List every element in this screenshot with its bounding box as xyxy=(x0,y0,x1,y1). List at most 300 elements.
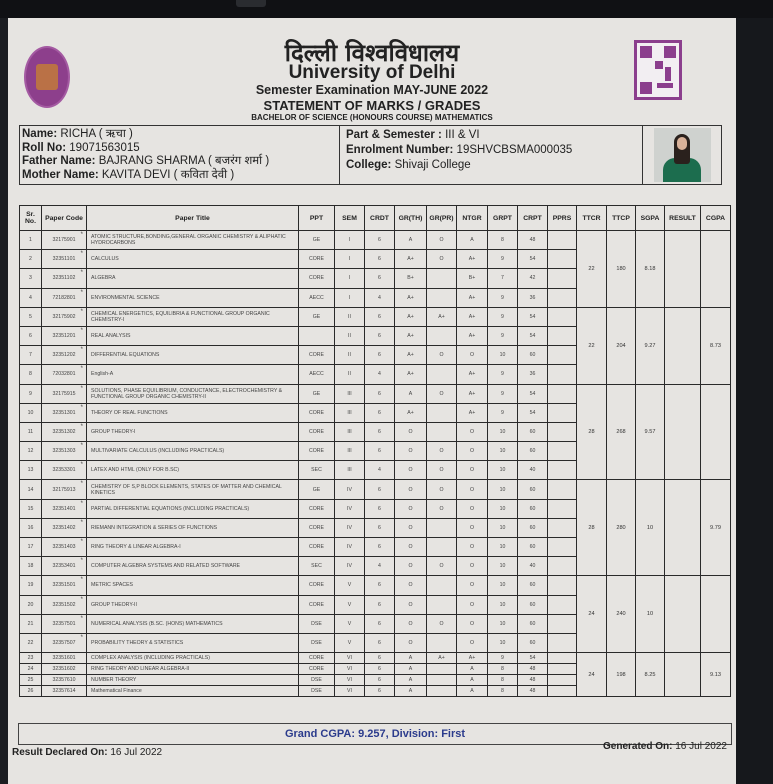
cell-title: GROUP THEORY-II xyxy=(87,595,299,614)
cell-crpt: 48 xyxy=(518,231,548,250)
cell-title: LATEX AND HTML (ONLY FOR B.SC) xyxy=(87,461,299,480)
cell-grpr: A+ xyxy=(427,307,457,326)
cell-title: ATOMIC STRUCTURE,BONDING,GENERAL ORGANIC CHEMISTRY & ALIPHATIC HYDROCARBONS xyxy=(87,231,299,250)
cell-grpr xyxy=(427,365,457,384)
cell-grpt: 10 xyxy=(488,614,518,633)
cell-grth: A+ xyxy=(395,288,427,307)
cell-crdt: 6 xyxy=(365,633,395,652)
cell-sem: I xyxy=(335,250,365,269)
cell-code xyxy=(42,538,87,557)
statement-title: STATEMENT OF MARKS / GRADES xyxy=(263,98,481,113)
cell-ppt: CORE xyxy=(299,250,335,269)
cell-crdt: 6 xyxy=(365,307,395,326)
cell-grth: O xyxy=(395,557,427,576)
cell-sr: 3 xyxy=(20,269,42,288)
cell-grpt: 9 xyxy=(488,653,518,664)
cell-ntgr: A+ xyxy=(457,288,488,307)
cell-code xyxy=(42,442,87,461)
marksheet-document xyxy=(8,18,736,784)
cell-grpr xyxy=(427,269,457,288)
cell-sr: 2 xyxy=(20,250,42,269)
cell-crdt: 6 xyxy=(365,576,395,595)
cell-code xyxy=(42,633,87,652)
cell-title: PARTIAL DIFFERENTIAL EQUATIONS (INCLUDING PRACTICALS) xyxy=(87,499,299,518)
cell-pprs xyxy=(548,499,577,518)
summary-cgpa: 8.73 xyxy=(701,307,731,384)
cell-code xyxy=(42,326,87,345)
cell-crdt: 6 xyxy=(365,326,395,345)
cell-crpt: 40 xyxy=(518,461,548,480)
cell-code xyxy=(42,576,87,595)
star-mark: * xyxy=(80,615,83,622)
paper-code: 32351601 xyxy=(52,655,76,662)
paper-code: 32351602 xyxy=(52,666,76,673)
camera-notch xyxy=(236,0,266,7)
cell-grth: A xyxy=(395,686,427,697)
cell-sem: IV xyxy=(335,538,365,557)
cell-grth: O xyxy=(395,442,427,461)
summary-sgpa: 8.25 xyxy=(636,653,665,697)
cell-code xyxy=(42,686,87,697)
column-header: CGPA xyxy=(701,206,731,231)
cell-ntgr: O xyxy=(457,633,488,652)
cell-code xyxy=(42,403,87,422)
cell-crdt: 6 xyxy=(365,442,395,461)
cell-grth: O xyxy=(395,518,427,537)
column-header: TTCP xyxy=(607,206,636,231)
cell-pprs xyxy=(548,307,577,326)
cell-pprs xyxy=(548,288,577,307)
result-declared-date: Result Declared On: 16 Jul 2022 xyxy=(12,747,163,758)
star-mark: * xyxy=(80,385,83,392)
table-header-row xyxy=(20,206,731,231)
cell-crpt: 60 xyxy=(518,576,548,595)
column-header: SEM xyxy=(335,206,365,231)
cell-grpr: O xyxy=(427,384,457,403)
star-mark: * xyxy=(80,347,83,354)
cell-crpt: 60 xyxy=(518,595,548,614)
paper-code: 72182801 xyxy=(52,294,76,301)
cell-sem: VI xyxy=(335,664,365,675)
column-header: GR(TH) xyxy=(395,206,427,231)
cell-grth: A+ xyxy=(395,403,427,422)
summary-sgpa: 9.57 xyxy=(636,384,665,480)
cell-pprs xyxy=(548,653,577,664)
cell-ppt: CORE xyxy=(299,653,335,664)
table-row xyxy=(20,480,731,499)
cell-title: RING THEORY & LINEAR ALGEBRA-I xyxy=(87,538,299,557)
cell-grpr xyxy=(427,675,457,686)
cell-grth: A xyxy=(395,384,427,403)
cell-title: RING THEORY AND LINEAR ALGEBRA-II xyxy=(87,664,299,675)
table-row xyxy=(20,231,731,250)
cell-title: COMPUTER ALGEBRA SYSTEMS AND RELATED SOFTWARE xyxy=(87,557,299,576)
cell-sr: 10 xyxy=(20,403,42,422)
cell-code xyxy=(42,595,87,614)
cell-title: English-A xyxy=(87,365,299,384)
cell-ntgr: A xyxy=(457,675,488,686)
cell-code xyxy=(42,614,87,633)
cell-grpr: A+ xyxy=(427,653,457,664)
generated-date: Generated On: 16 Jul 2022 xyxy=(603,741,727,752)
paper-code: 32175902 xyxy=(52,313,76,320)
cell-title: SOLUTIONS, PHASE EQUILIBRIUM, CONDUCTANCE, ELECTROCHEMISTRY & FUNCTIONAL GROUP ORGANIC CHEMISTRY-II xyxy=(87,384,299,403)
cell-ppt: CORE xyxy=(299,538,335,557)
summary-ttcp: 204 xyxy=(607,307,636,384)
cell-ntgr: O xyxy=(457,557,488,576)
cell-sem: III xyxy=(335,442,365,461)
cell-sr: 24 xyxy=(20,664,42,675)
star-mark: * xyxy=(80,366,83,373)
cell-ppt: CORE xyxy=(299,664,335,675)
cell-grpr xyxy=(427,686,457,697)
star-mark: * xyxy=(80,596,83,603)
star-mark: * xyxy=(80,327,83,334)
cell-grpr xyxy=(427,403,457,422)
summary-ttcr: 28 xyxy=(577,384,607,480)
cell-code xyxy=(42,384,87,403)
student-name: Name: RICHA ( ऋचा ) xyxy=(22,128,133,140)
summary-ttcr: 22 xyxy=(577,231,607,308)
cell-sem: I xyxy=(335,269,365,288)
cell-title: COMPLEX ANALYSIS (INCLUDING PRACTICALS) xyxy=(87,653,299,664)
cell-sem: IV xyxy=(335,557,365,576)
cell-pprs xyxy=(548,442,577,461)
cell-crpt: 48 xyxy=(518,664,548,675)
cell-sr: 13 xyxy=(20,461,42,480)
paper-code: 32351403 xyxy=(52,544,76,551)
summary-cgpa xyxy=(701,384,731,480)
cell-grpt: 9 xyxy=(488,365,518,384)
cell-crpt: 60 xyxy=(518,499,548,518)
cell-sr: 5 xyxy=(20,307,42,326)
cell-grth: A+ xyxy=(395,326,427,345)
cell-ntgr: A+ xyxy=(457,365,488,384)
cell-sem: V xyxy=(335,576,365,595)
cell-pprs xyxy=(548,686,577,697)
cell-sem: III xyxy=(335,461,365,480)
cell-pprs xyxy=(548,461,577,480)
cell-grpr xyxy=(427,595,457,614)
cell-sr: 19 xyxy=(20,576,42,595)
cell-grth: O xyxy=(395,499,427,518)
star-mark: * xyxy=(80,481,83,488)
paper-code: 32351501 xyxy=(52,582,76,589)
cell-sr: 15 xyxy=(20,499,42,518)
cell-ntgr: B+ xyxy=(457,269,488,288)
cell-sem: V xyxy=(335,614,365,633)
cell-sem: VI xyxy=(335,675,365,686)
cell-grpt: 10 xyxy=(488,422,518,441)
cell-code xyxy=(42,307,87,326)
cell-title: PROBABILITY THEORY & STATISTICS xyxy=(87,633,299,652)
grand-cgpa: Grand CGPA: 9.257, Division: First xyxy=(18,723,732,745)
cell-pprs xyxy=(548,269,577,288)
cell-grpt: 9 xyxy=(488,307,518,326)
cell-crpt: 54 xyxy=(518,403,548,422)
cell-crpt: 60 xyxy=(518,538,548,557)
cell-ppt: AECC xyxy=(299,288,335,307)
column-header: Paper Code xyxy=(42,206,87,231)
cell-sr: 23 xyxy=(20,653,42,664)
cell-sr: 22 xyxy=(20,633,42,652)
cell-pprs xyxy=(548,480,577,499)
summary-ttcr: 24 xyxy=(577,576,607,653)
cell-sr: 8 xyxy=(20,365,42,384)
cell-pprs xyxy=(548,614,577,633)
cell-sem: VI xyxy=(335,686,365,697)
cell-crdt: 6 xyxy=(365,250,395,269)
cell-ppt xyxy=(299,326,335,345)
cell-ppt: CORE xyxy=(299,403,335,422)
cell-grpt: 9 xyxy=(488,250,518,269)
cell-crdt: 6 xyxy=(365,499,395,518)
cell-sem: II xyxy=(335,365,365,384)
cell-grpt: 9 xyxy=(488,403,518,422)
cell-sem: I xyxy=(335,231,365,250)
cell-ppt: CORE xyxy=(299,595,335,614)
column-header: Paper Title xyxy=(87,206,299,231)
star-mark: * xyxy=(80,558,83,565)
summary-result xyxy=(665,384,701,480)
cell-grpr: O xyxy=(427,346,457,365)
cell-code xyxy=(42,653,87,664)
cell-grpt: 10 xyxy=(488,633,518,652)
screen-top-bar xyxy=(0,0,773,18)
star-mark: * xyxy=(80,577,83,584)
cell-ppt: CORE xyxy=(299,518,335,537)
cell-pprs xyxy=(548,250,577,269)
cell-sr: 7 xyxy=(20,346,42,365)
cell-ntgr: A xyxy=(457,664,488,675)
paper-code: 32351202 xyxy=(52,352,76,359)
column-header: PPT xyxy=(299,206,335,231)
student-info-box xyxy=(19,125,722,185)
cell-ppt: CORE xyxy=(299,576,335,595)
cell-ppt: CORE xyxy=(299,499,335,518)
cell-crpt: 54 xyxy=(518,250,548,269)
cell-pprs xyxy=(548,326,577,345)
cell-grpt: 10 xyxy=(488,442,518,461)
summary-result xyxy=(665,653,701,697)
summary-cgpa xyxy=(701,576,731,653)
cell-ntgr: A+ xyxy=(457,384,488,403)
cell-grth: O xyxy=(395,422,427,441)
summary-ttcr: 24 xyxy=(577,653,607,697)
cell-grpr: O xyxy=(427,461,457,480)
paper-code: 32175901 xyxy=(52,237,76,244)
cell-ppt: DSE xyxy=(299,675,335,686)
cell-sr: 14 xyxy=(20,480,42,499)
paper-code: 32351303 xyxy=(52,448,76,455)
cell-sr: 18 xyxy=(20,557,42,576)
cell-grpr: O xyxy=(427,231,457,250)
paper-code: 32351401 xyxy=(52,505,76,512)
cell-sem: VI xyxy=(335,653,365,664)
mother-name: Mother Name: KAVITA DEVI ( कविता देवी ) xyxy=(22,168,235,181)
star-mark: * xyxy=(80,519,83,526)
cell-code xyxy=(42,269,87,288)
cell-title: REAL ANALYSIS xyxy=(87,326,299,345)
cell-crpt: 60 xyxy=(518,442,548,461)
cell-crpt: 48 xyxy=(518,675,548,686)
paper-code: 32357610 xyxy=(52,677,76,684)
cell-pprs xyxy=(548,576,577,595)
cell-ppt: DSE xyxy=(299,686,335,697)
cell-crdt: 6 xyxy=(365,269,395,288)
column-header: CRDT xyxy=(365,206,395,231)
cell-grpr xyxy=(427,518,457,537)
cell-grth: O xyxy=(395,576,427,595)
table-row xyxy=(20,384,731,403)
cell-ntgr: A+ xyxy=(457,403,488,422)
cell-crdt: 6 xyxy=(365,480,395,499)
cell-grpt: 10 xyxy=(488,538,518,557)
cell-ppt: DSE xyxy=(299,633,335,652)
cell-title: MULTIVARIATE CALCULUS (INCLUDING PRACTICALS) xyxy=(87,442,299,461)
paper-code: 32351302 xyxy=(52,428,76,435)
summary-cgpa: 9.79 xyxy=(701,480,731,576)
star-mark: * xyxy=(80,404,83,411)
cell-grpt: 9 xyxy=(488,326,518,345)
cell-crdt: 6 xyxy=(365,384,395,403)
column-header: PPRS xyxy=(548,206,577,231)
cell-grth: A xyxy=(395,653,427,664)
cell-ntgr: O xyxy=(457,461,488,480)
paper-code: 32175915 xyxy=(52,390,76,397)
star-mark: * xyxy=(80,462,83,469)
hindi-title: दिल्ली विश्वविधालय xyxy=(284,39,460,67)
cell-title: RIEMANN INTEGRATION & SERIES OF FUNCTIONS xyxy=(87,518,299,537)
cell-code xyxy=(42,557,87,576)
paper-code: 32353401 xyxy=(52,563,76,570)
cell-grth: A+ xyxy=(395,307,427,326)
cell-ppt: CORE xyxy=(299,442,335,461)
cell-pprs xyxy=(548,346,577,365)
cell-code xyxy=(42,461,87,480)
cell-title: NUMBER THEORY xyxy=(87,675,299,686)
column-header: RESULT xyxy=(665,206,701,231)
cell-crpt: 60 xyxy=(518,346,548,365)
cell-pprs xyxy=(548,557,577,576)
degree-name: BACHELOR OF SCIENCE (HONOURS COURSE) MATHEMATICS xyxy=(251,113,493,122)
cell-grth: O xyxy=(395,633,427,652)
cell-grpr xyxy=(427,422,457,441)
cell-crpt: 54 xyxy=(518,307,548,326)
paper-code: 32351201 xyxy=(52,333,76,340)
summary-cgpa: 9.13 xyxy=(701,653,731,697)
summary-ttcp: 180 xyxy=(607,231,636,308)
cell-title: GROUP THEORY-I xyxy=(87,422,299,441)
column-header: Sr. No. xyxy=(20,206,42,231)
summary-sgpa: 10 xyxy=(636,576,665,653)
cell-title: CALCULUS xyxy=(87,250,299,269)
cell-sem: III xyxy=(335,384,365,403)
paper-code: 32175913 xyxy=(52,486,76,493)
cell-sr: 16 xyxy=(20,518,42,537)
paper-code: 32351502 xyxy=(52,601,76,608)
cell-grpr xyxy=(427,538,457,557)
star-mark: * xyxy=(80,308,83,315)
cell-crdt: 6 xyxy=(365,664,395,675)
cell-crdt: 6 xyxy=(365,346,395,365)
cell-title: METRIC SPACES xyxy=(87,576,299,595)
cell-grpt: 7 xyxy=(488,269,518,288)
cell-code xyxy=(42,231,87,250)
cell-code xyxy=(42,675,87,686)
father-name: Father Name: BAJRANG SHARMA ( बजरंग शर्मा ) xyxy=(22,155,270,167)
cell-ppt: CORE xyxy=(299,269,335,288)
exam-session: Semester Examination MAY-JUNE 2022 xyxy=(255,83,489,97)
cell-pprs xyxy=(548,538,577,557)
cell-sem: III xyxy=(335,403,365,422)
summary-ttcr: 28 xyxy=(577,480,607,576)
cell-grpr xyxy=(427,633,457,652)
cell-ppt: GE xyxy=(299,307,335,326)
cell-crdt: 6 xyxy=(365,675,395,686)
cell-grpt: 10 xyxy=(488,480,518,499)
paper-code: 32357501 xyxy=(52,620,76,627)
cell-ppt: GE xyxy=(299,384,335,403)
cell-code xyxy=(42,346,87,365)
cell-sr: 12 xyxy=(20,442,42,461)
cell-title: THEORY OF REAL FUNCTIONS xyxy=(87,403,299,422)
summary-ttcp: 240 xyxy=(607,576,636,653)
cell-grpt: 10 xyxy=(488,461,518,480)
cell-sem: II xyxy=(335,346,365,365)
enrolment-number: Enrolment Number: 19SHVCBSMA000035 xyxy=(346,144,573,156)
cell-grth: O xyxy=(395,614,427,633)
star-mark: * xyxy=(80,539,83,545)
table-row xyxy=(20,653,731,664)
cell-pprs xyxy=(548,633,577,652)
cell-grpt: 8 xyxy=(488,686,518,697)
cell-ppt: SEC xyxy=(299,461,335,480)
cell-crpt: 54 xyxy=(518,326,548,345)
summary-ttcp: 198 xyxy=(607,653,636,697)
cell-sr: 17 xyxy=(20,538,42,557)
cell-grpt: 10 xyxy=(488,576,518,595)
column-header: CRPT xyxy=(518,206,548,231)
cell-sem: II xyxy=(335,307,365,326)
cell-pprs xyxy=(548,231,577,250)
cell-sr: 25 xyxy=(20,675,42,686)
cell-ntgr: O xyxy=(457,538,488,557)
cell-grpr xyxy=(427,576,457,595)
cell-grpt: 8 xyxy=(488,664,518,675)
cell-ppt: CORE xyxy=(299,422,335,441)
cell-crdt: 6 xyxy=(365,518,395,537)
cell-grpt: 10 xyxy=(488,595,518,614)
cell-crpt: 48 xyxy=(518,686,548,697)
cell-crdt: 4 xyxy=(365,288,395,307)
paper-code: 72032801 xyxy=(52,371,76,378)
table-row xyxy=(20,576,731,595)
cell-title: DIFFERENTIAL EQUATIONS xyxy=(87,346,299,365)
cell-code xyxy=(42,499,87,518)
cell-crdt: 6 xyxy=(365,595,395,614)
cell-crpt: 60 xyxy=(518,480,548,499)
cell-sem: I xyxy=(335,288,365,307)
cell-crpt: 40 xyxy=(518,557,548,576)
cell-grpr: O xyxy=(427,614,457,633)
cell-pprs xyxy=(548,365,577,384)
cell-pprs xyxy=(548,595,577,614)
summary-sgpa: 9.27 xyxy=(636,307,665,384)
cell-grth: O xyxy=(395,480,427,499)
cell-grpt: 9 xyxy=(488,384,518,403)
cell-crpt: 36 xyxy=(518,288,548,307)
